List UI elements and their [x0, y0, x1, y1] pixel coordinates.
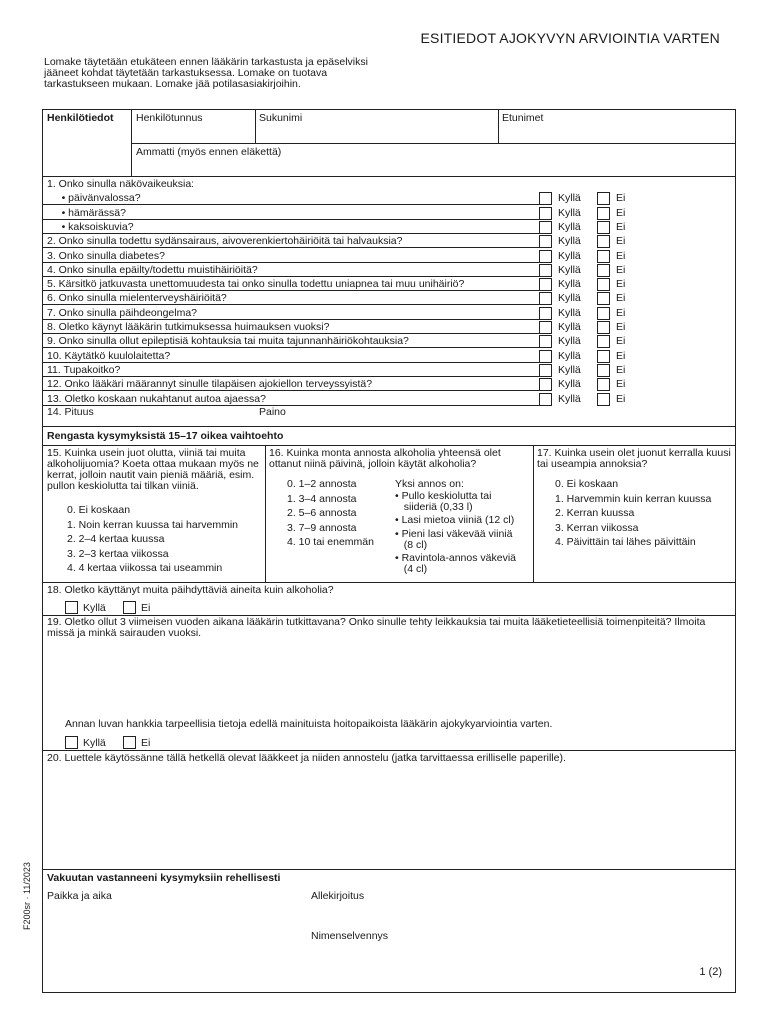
question-text: • päivänvalossa? [47, 192, 141, 205]
q18-text: 18. Oletko käyttänyt muita päihdyttäviä aineita kuin alkoholia? [47, 584, 334, 596]
q17-option[interactable]: 2. Kerran kuussa [555, 507, 635, 519]
question-row [43, 363, 735, 377]
no-checkbox[interactable] [597, 250, 610, 263]
occupation-label: Ammatti (myös ennen eläkettä) [136, 146, 282, 158]
yes-label: Kyllä [558, 249, 581, 262]
yes-checkbox[interactable] [539, 221, 552, 234]
question-row [43, 291, 735, 305]
q15-text: 15. Kuinka usein juot olutta, viiniä tai muita alkoholijuomia? Koeta ottaa mukaan myös ne kerrat, jolloin nautit vain pieniä määriä, esim. pullon keskiolutta tai tilkan viiniä. [47, 447, 259, 492]
yes-label: Kyllä [558, 235, 581, 248]
question-text: 7. Onko sinulla päihdeongelma? [47, 306, 198, 319]
form-code: F200sr · 11/2023 [22, 862, 32, 930]
page-number: 1 (2) [699, 966, 722, 978]
consent-yes-checkbox[interactable] [65, 736, 78, 749]
question-text: 13. Oletko koskaan nukahtanut autoa ajaessa? [47, 392, 266, 405]
yes-label: Kyllä [558, 278, 581, 291]
question-text: 1. Onko sinulla näkövaikeuksia: [47, 178, 195, 190]
question-row [43, 306, 735, 320]
no-label: Ei [616, 349, 626, 362]
q16-option[interactable]: 3. 7–9 annosta [287, 521, 357, 534]
question-text: 2. Onko sinulla todettu sydänsairaus, aivoverenkiertohäiriöitä tai halvauksia? [47, 235, 403, 248]
q17-option[interactable]: 4. Päivittäin tai lähes päivittäin [555, 536, 696, 548]
question-row [43, 263, 735, 277]
consent-yes-label: Kyllä [83, 737, 106, 749]
question-text: 8. Oletko käynyt lääkärin tutkimuksessa huimauksen vuoksi? [47, 321, 330, 333]
answer-line [43, 405, 541, 406]
yes-label: Kyllä [558, 378, 581, 391]
q19-text: 19. Oletko ollut 3 viimeisen vuoden aikana lääkärin tutkittavana? Onko sinulle tehty leikkauksia tai muita lääketieteellisiä toimenpiteitä? Ilmoita missä ja minkä sairauden vuoksi. [47, 616, 706, 639]
yes-label: Kyllä [558, 306, 581, 319]
question-text: 5. Kärsitkö jatkuvasta unettomuudesta tai onko sinulla todettu uniapnea tai muu unihäiriö? [47, 278, 465, 291]
ssn-label: Henkilötunnus [136, 112, 203, 124]
question-row [43, 392, 735, 406]
yes-label: Kyllä [558, 192, 581, 205]
no-label: Ei [616, 392, 626, 405]
yes-checkbox[interactable] [539, 393, 552, 406]
yes-label: Kyllä [558, 363, 581, 376]
weight-label: Paino [259, 406, 286, 418]
form-table [42, 109, 736, 993]
q15-option[interactable]: 2. 2–4 kertaa kuussa [67, 533, 165, 545]
q18-yes-label: Kyllä [83, 602, 106, 614]
q18-no-checkbox[interactable] [123, 601, 136, 614]
q17-option[interactable]: 3. Kerran viikossa [555, 521, 639, 534]
yes-label: Kyllä [558, 349, 581, 362]
yes-checkbox[interactable] [539, 250, 552, 263]
question-text: • kaksoiskuvia? [47, 220, 134, 233]
question-row [43, 220, 735, 234]
q17-option[interactable]: 1. Harvemmin kuin kerran kuussa [555, 492, 712, 505]
question-text: 4. Onko sinulla epäilty/todettu muistihäiriöitä? [47, 263, 258, 276]
yes-checkbox[interactable] [539, 192, 552, 205]
yes-label: Kyllä [558, 292, 581, 305]
no-checkbox[interactable] [597, 307, 610, 320]
surname-label: Sukunimi [259, 112, 303, 124]
yes-checkbox[interactable] [539, 292, 552, 305]
q16-option[interactable]: 1. 3–4 annosta [287, 492, 357, 505]
place-date-label: Paikka ja aika [47, 890, 112, 902]
no-label: Ei [616, 235, 626, 248]
q16-option[interactable]: 2. 5–6 annosta [287, 507, 357, 519]
question-row [43, 377, 735, 391]
no-label: Ei [616, 378, 626, 391]
no-checkbox[interactable] [597, 335, 610, 348]
q15-option[interactable]: 4. 4 kertaa viikossa tai useammin [67, 562, 223, 574]
no-label: Ei [616, 263, 626, 276]
dose-item: • Pullo keskiolutta tai siideriä (0,33 l) [395, 490, 492, 513]
no-label: Ei [616, 220, 626, 233]
dose-header: Yksi annos on: [395, 478, 464, 490]
consent-text: Annan luvan hankkia tarpeellisia tietoja edellä mainituista hoitopaikoista lääkärin ajokykyarviointia varten. [65, 718, 553, 730]
signature-label: Allekirjoitus [311, 890, 365, 902]
no-checkbox[interactable] [597, 321, 610, 334]
no-label: Ei [616, 306, 626, 319]
no-checkbox[interactable] [597, 378, 610, 391]
no-checkbox[interactable] [597, 264, 610, 277]
section-15-17-header: Rengasta kysymyksistä 15–17 oikea vaihtoehto [47, 430, 284, 442]
dose-item: • Ravintola-annos väkeviä (4 cl) [395, 552, 516, 575]
yes-checkbox[interactable] [539, 264, 552, 277]
no-checkbox[interactable] [597, 393, 610, 406]
name-clarification-label: Nimenselvennys [311, 930, 389, 942]
yes-checkbox[interactable] [539, 350, 552, 363]
question-row [43, 320, 735, 334]
dose-item: • Pieni lasi väkevää viiniä (8 cl) [395, 528, 513, 551]
question-row [43, 191, 735, 205]
no-label: Ei [616, 192, 626, 205]
no-checkbox[interactable] [597, 207, 610, 220]
yes-label: Kyllä [558, 206, 581, 219]
yes-checkbox[interactable] [539, 235, 552, 248]
form-title: ESITIEDOT AJOKYVYN ARVIOINTIA VARTEN [420, 30, 720, 46]
question-text: 3. Onko sinulla diabetes? [47, 249, 165, 262]
q20-text: 20. Luettele käytössänne tällä hetkellä olevat lääkkeet ja niiden annostelu (jatka tarvittaessa erilliselle paperille). [47, 752, 566, 764]
q15-option[interactable]: 1. Noin kerran kuussa tai harvemmin [67, 518, 238, 531]
yes-checkbox[interactable] [539, 278, 552, 291]
question-row [43, 349, 735, 363]
yes-label: Kyllä [558, 392, 581, 405]
no-label: Ei [616, 249, 626, 262]
no-checkbox[interactable] [597, 278, 610, 291]
no-checkbox[interactable] [597, 292, 610, 305]
question-text: 10. Käytätkö kuulolaitetta? [47, 349, 171, 362]
dose-item: • Lasi mietoa viiniä (12 cl) [395, 514, 515, 526]
yes-checkbox[interactable] [539, 378, 552, 391]
yes-label: Kyllä [558, 321, 581, 333]
question-row [43, 277, 735, 291]
no-checkbox[interactable] [597, 235, 610, 248]
question-text: 9. Onko sinulla ollut epileptisiä kohtauksia tai muita tajunnanhäiriökohtauksia? [47, 335, 409, 348]
yes-label: Kyllä [558, 220, 581, 233]
yes-checkbox[interactable] [539, 321, 552, 334]
question-text: 12. Onko lääkäri määrannyt sinulle tilapäisen ajokiellon terveyssyistä? [47, 378, 373, 391]
firstnames-label: Etunimet [502, 112, 544, 124]
height-label: 14. Pituus [47, 406, 94, 418]
q18-no-label: Ei [141, 602, 151, 614]
question-row [43, 249, 735, 263]
yes-checkbox[interactable] [539, 207, 552, 220]
q15-option[interactable]: 0. Ei koskaan [67, 504, 131, 516]
q16-option[interactable]: 0. 1–2 annosta [287, 478, 357, 490]
q17-option[interactable]: 0. Ei koskaan [555, 478, 619, 490]
no-label: Ei [616, 206, 626, 219]
q15-option[interactable]: 3. 2–3 kertaa viikossa [67, 547, 169, 560]
no-label: Ei [616, 321, 626, 333]
no-label: Ei [616, 292, 626, 305]
yes-checkbox[interactable] [539, 335, 552, 348]
consent-no-checkbox[interactable] [123, 736, 136, 749]
q17-text: 17. Kuinka usein olet juonut kerralla kuusi tai useampia annoksia? [537, 447, 731, 470]
question-row [43, 234, 735, 248]
question-row [43, 206, 735, 220]
q16-text: 16. Kuinka monta annosta alkoholia yhteensä olet ottanut niinä päivinä, jolloin käytät alkoholia? [269, 447, 501, 470]
yes-checkbox[interactable] [539, 364, 552, 377]
q16-option[interactable]: 4. 10 tai enemmän [287, 536, 374, 548]
question-row [43, 177, 735, 191]
consent-no-label: Ei [141, 737, 151, 749]
no-label: Ei [616, 335, 626, 348]
yes-label: Kyllä [558, 263, 581, 276]
no-checkbox[interactable] [597, 350, 610, 363]
q18-yes-checkbox[interactable] [65, 601, 78, 614]
question-text: • hämärässä? [47, 206, 126, 219]
no-label: Ei [616, 363, 626, 376]
no-checkbox[interactable] [597, 192, 610, 205]
no-checkbox[interactable] [597, 364, 610, 377]
personal-header: Henkilötiedot [47, 112, 114, 124]
intro-text: Lomake täytetään etukäteen ennen lääkärin tarkastusta ja epäselviksi jääneet kohdat täytetään tarkastuksessa. Lomake on tuotava tarkastukseen mukaan. Lomake jää potilasasiakirjoihin. [44, 56, 368, 90]
declaration-text: Vakuutan vastanneeni kysymyksiin rehellisesti [47, 872, 281, 884]
question-text: 11. Tupakoitko? [47, 363, 121, 376]
question-text: 6. Onko sinulla mielenterveyshäiriöitä? [47, 292, 227, 305]
no-label: Ei [616, 278, 626, 291]
yes-checkbox[interactable] [539, 307, 552, 320]
yes-label: Kyllä [558, 335, 581, 348]
question-row [43, 334, 735, 348]
no-checkbox[interactable] [597, 221, 610, 234]
